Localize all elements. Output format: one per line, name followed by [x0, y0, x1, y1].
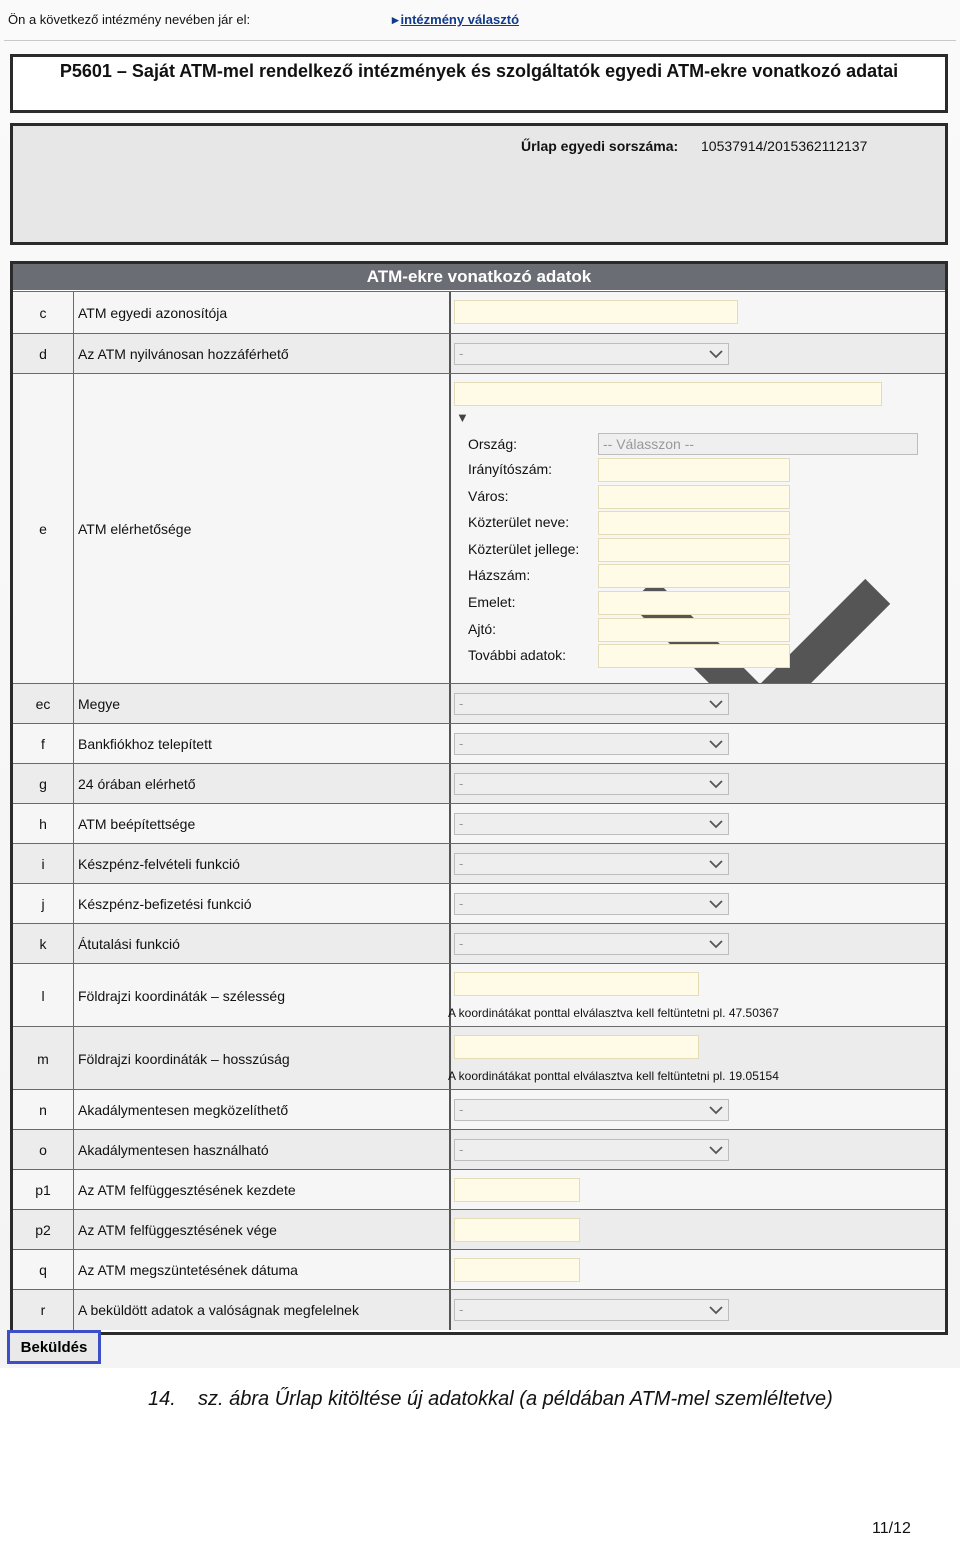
- coordinate-hint: A koordinátákat ponttal elválasztva kell feltüntetni pl. 19.05154: [448, 1069, 779, 1083]
- row-code: p2: [13, 1210, 74, 1250]
- row-code: f: [13, 724, 74, 764]
- form-row-j: [13, 883, 945, 924]
- row-field: [446, 804, 945, 844]
- coordinate-input-l[interactable]: [454, 972, 699, 996]
- divider: [4, 40, 956, 41]
- select-k[interactable]: [454, 933, 729, 955]
- row-field: [446, 844, 945, 884]
- serial-value: 10537914/2015362112137: [701, 138, 868, 154]
- row-field: [446, 1090, 945, 1130]
- form-row-p2: [13, 1209, 945, 1250]
- address-field-label: Házszám:: [468, 567, 531, 584]
- country-select[interactable]: [598, 433, 918, 455]
- select-value: -: [459, 346, 464, 361]
- form-row-p1: [13, 1169, 945, 1210]
- form-row-q: [13, 1249, 945, 1290]
- row-label: Átutalási funkció: [73, 924, 451, 964]
- institution-selector-link[interactable]: ▸ intézmény választó: [392, 12, 519, 28]
- row-label: Az ATM nyilvánosan hozzáférhető: [73, 334, 451, 374]
- row-code: n: [13, 1090, 74, 1130]
- chevron-down-icon: [708, 1100, 724, 1120]
- form-row-d: [13, 333, 945, 374]
- form-row-e: [13, 373, 945, 684]
- form-row-r: [13, 1289, 945, 1330]
- row-code: i: [13, 844, 74, 884]
- row-field: [446, 334, 945, 374]
- row-field: [446, 1170, 945, 1210]
- select-value: -: [459, 736, 464, 751]
- row-code: j: [13, 884, 74, 924]
- address-field-input[interactable]: [598, 564, 790, 588]
- figure-caption: 14. sz. ábra Űrlap kitöltése új adatokkal (a példában ATM-mel szemléltetve): [148, 1388, 833, 1410]
- select-ec[interactable]: [454, 693, 729, 715]
- row-field: [446, 1027, 945, 1090]
- address-field-input[interactable]: [598, 511, 790, 535]
- select-value: -: [459, 936, 464, 951]
- row-field: [446, 964, 945, 1027]
- row-label: Akadálymentesen használható: [73, 1130, 451, 1170]
- form-row-c: [13, 291, 945, 334]
- row-field: [446, 884, 945, 924]
- chevron-down-icon: [708, 854, 724, 874]
- address-field-input[interactable]: [598, 538, 790, 562]
- row-label: Földrajzi koordináták – szélesség: [73, 964, 451, 1027]
- section-title: ATM-ekre vonatkozó adatok: [13, 264, 945, 290]
- select-r[interactable]: [454, 1299, 729, 1321]
- serial-label: Űrlap egyedi sorszáma:: [521, 138, 679, 154]
- row-label: ATM egyedi azonosítója: [73, 292, 451, 334]
- select-o[interactable]: [454, 1139, 729, 1161]
- form-row-m: [13, 1026, 945, 1090]
- row-label: Akadálymentesen megközelíthető: [73, 1090, 451, 1130]
- select-h[interactable]: [454, 813, 729, 835]
- row-field: [446, 1210, 945, 1250]
- row-code: m: [13, 1027, 74, 1090]
- chevron-down-icon: [708, 1140, 724, 1160]
- submit-button[interactable]: Beküldés: [7, 1330, 101, 1364]
- row-label: Készpénz-felvételi funkció: [73, 844, 451, 884]
- atm-data-form: [10, 261, 948, 1335]
- chevron-down-icon: [708, 694, 724, 714]
- address-field-label: Város:: [468, 487, 509, 504]
- address-field-input[interactable]: [598, 591, 790, 615]
- row-field: [446, 724, 945, 764]
- row-field: [446, 684, 945, 724]
- chevron-down-icon: [708, 1300, 724, 1320]
- select-f[interactable]: [454, 733, 729, 755]
- row-code: e: [13, 374, 74, 684]
- form-row-h: [13, 803, 945, 844]
- row-label: A beküldött adatok a valóságnak megfelelnek: [73, 1290, 451, 1330]
- select-g[interactable]: [454, 773, 729, 795]
- address-field-input[interactable]: [598, 618, 790, 642]
- chevron-down-icon: [708, 894, 724, 914]
- form-row-l: [13, 963, 945, 1027]
- row-label: Az ATM megszüntetésének dátuma: [73, 1250, 451, 1290]
- page-title: P5601 – Saját ATM-mel rendelkező intézmények és szolgáltatók egyedi ATM-ekre vonatkozó adatai: [10, 54, 948, 113]
- row-code: d: [13, 334, 74, 374]
- select-value: -: [459, 1102, 464, 1117]
- row-code: l: [13, 964, 74, 1027]
- row-field: [446, 292, 945, 334]
- row-label: ATM elérhetősége: [73, 374, 451, 684]
- institution-bar: [8, 12, 520, 27]
- select-i[interactable]: [454, 853, 729, 875]
- row-label: 24 órában elérhető: [73, 764, 451, 804]
- address-field-label: Közterület jellege:: [468, 540, 580, 557]
- row-code: p1: [13, 1170, 74, 1210]
- select-value: -: [459, 1142, 464, 1157]
- select-value: -: [459, 896, 464, 911]
- form-row-n: [13, 1089, 945, 1130]
- row-code: k: [13, 924, 74, 964]
- select-n[interactable]: [454, 1099, 729, 1121]
- address-field-input[interactable]: [598, 644, 790, 668]
- address-field-label: Irányítószám:: [468, 461, 553, 477]
- row-code: g: [13, 764, 74, 804]
- row-label: Az ATM felfüggesztésének kezdete: [73, 1170, 451, 1210]
- row-code: h: [13, 804, 74, 844]
- row-code: q: [13, 1250, 74, 1290]
- select-d[interactable]: [454, 343, 729, 365]
- form-row-g: [13, 763, 945, 804]
- form-info-panel: [10, 123, 948, 245]
- chevron-down-icon: [708, 344, 724, 364]
- institution-context-text: Ön a következő intézmény nevében jár el:: [8, 12, 251, 27]
- select-value: -: [459, 696, 464, 711]
- select-value: -: [459, 856, 464, 871]
- row-field: [446, 374, 945, 684]
- row-label: Földrajzi koordináták – hosszúság: [73, 1027, 451, 1090]
- form-row-i: [13, 843, 945, 884]
- date-input-q[interactable]: [454, 1258, 580, 1282]
- chevron-down-icon: [708, 774, 724, 794]
- chevron-down-icon: [708, 734, 724, 754]
- coordinate-hint: A koordinátákat ponttal elválasztva kell feltüntetni pl. 47.50367: [448, 1006, 779, 1020]
- row-label: Az ATM felfüggesztésének vége: [73, 1210, 451, 1250]
- select-value: -: [459, 1302, 464, 1317]
- country-placeholder: -- Válasszon --: [603, 436, 695, 452]
- address-summary-input[interactable]: [454, 382, 882, 406]
- form-row-ec: [13, 683, 945, 724]
- row-label: Bankfiókhoz telepített: [73, 724, 451, 764]
- row-code: r: [13, 1290, 74, 1330]
- form-row-o: [13, 1129, 945, 1170]
- row-label: ATM beépítettsége: [73, 804, 451, 844]
- address-field-label: Ajtó:: [468, 620, 497, 637]
- country-label: Ország:: [468, 436, 518, 452]
- page-number: 11/12: [872, 1520, 911, 1537]
- triangle-down-icon[interactable]: ▼: [456, 410, 469, 425]
- row-code: ec: [13, 684, 74, 724]
- form-row-k: [13, 923, 945, 964]
- row-field: [446, 1290, 945, 1330]
- select-j[interactable]: [454, 893, 729, 915]
- select-value: -: [459, 816, 464, 831]
- coordinate-input-m[interactable]: [454, 1035, 699, 1059]
- row-field: [446, 924, 945, 964]
- address-field-input[interactable]: [598, 458, 790, 482]
- row-code: c: [13, 292, 74, 334]
- atm-id-input[interactable]: [454, 300, 738, 324]
- row-label: Megye: [73, 684, 451, 724]
- row-field: [446, 1250, 945, 1290]
- select-value: -: [459, 776, 464, 791]
- address-field-input[interactable]: [598, 485, 790, 509]
- row-field: [446, 1130, 945, 1170]
- chevron-down-icon: [708, 934, 724, 954]
- form-row-f: [13, 723, 945, 764]
- chevron-down-icon: [708, 814, 724, 834]
- date-input-p1[interactable]: [454, 1178, 580, 1202]
- address-field-label: Közterület neve:: [468, 514, 570, 531]
- row-label: Készpénz-befizetési funkció: [73, 884, 451, 924]
- row-field: [446, 764, 945, 804]
- date-input-p2[interactable]: [454, 1218, 580, 1242]
- row-code: o: [13, 1130, 74, 1170]
- address-field-label: Emelet:: [468, 594, 516, 610]
- address-field-label: További adatok:: [468, 647, 567, 664]
